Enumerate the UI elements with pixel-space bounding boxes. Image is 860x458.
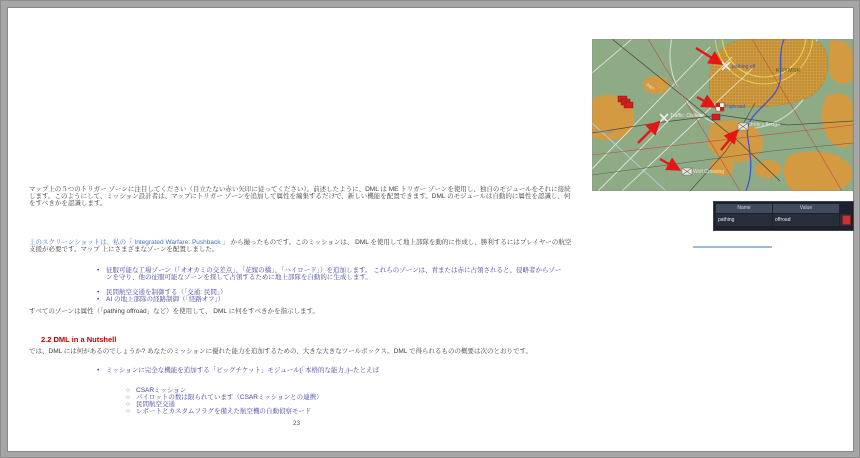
subbullet-csar: ○ CSARミッション <box>126 387 187 394</box>
column-header-name: Name <box>716 204 772 213</box>
mission-map-image <box>592 39 853 191</box>
page-number: 23 <box>292 420 301 427</box>
document-page <box>7 7 854 452</box>
column-header-actions <box>840 204 851 213</box>
paragraph-screenshot-rest: から撮ったものです。このミッションは、 DML を使用して地上部隊を動的に作成し、勝利するにはプレイヤーの航空支援が必要です。マップ 上にさまざまなゾーンを配置しました。 <box>29 239 572 254</box>
zone-properties-table <box>713 201 854 231</box>
map-label-traffic-civilian: Traffic: Civilian <box>670 113 703 119</box>
mission-link[interactable]: 上のスクリーンショットは、私の「 Integrated Warfare: Pushback 」 <box>29 239 229 246</box>
bullet-item-civil-traffic: • 民間航空交通を制御する（「交通: 民間」） <box>97 289 227 296</box>
subbullet-pilots: ○ パイロットの数は限られています（CSARミッションとの連携） <box>126 394 323 401</box>
checkered-zone-icon <box>716 103 724 111</box>
map-label-krymsk: KRYMSK <box>776 68 801 74</box>
section-heading: 2.2 DML in a Nutshell <box>41 335 117 344</box>
bullet-icon: • <box>97 267 100 274</box>
circle-bullet-icon: ○ <box>126 394 130 401</box>
remove-attribute-button[interactable] <box>842 215 851 225</box>
bullet-icon: • <box>97 367 100 374</box>
map-label-elevation: 2427 <box>645 81 656 92</box>
map-label-pathing-off: pathing off <box>732 64 756 70</box>
zone-box-marker-brides-bridge <box>738 123 748 130</box>
paragraph-nutshell: では、DML には何があるのでしょうか? あなたのミッションに優れた能力を追加するための、大きな大きなツールボックス。DML で得られるものの概要は次のとおりです。 <box>29 348 532 355</box>
map-label-brides-bridge: Bride's Bridge <box>749 122 780 128</box>
table-row <box>716 214 851 226</box>
map-label-wolf-crossing: Wolf Crossing <box>693 169 725 175</box>
table-header-row <box>716 204 851 213</box>
bullet-icon: • <box>97 289 100 296</box>
attribute-value-cell[interactable]: offroad <box>773 214 839 226</box>
column-header-value: Value <box>773 204 839 213</box>
map-label-highroad: Highroad <box>725 104 746 110</box>
circle-bullet-icon: ○ <box>126 387 130 394</box>
divider-line <box>693 246 772 248</box>
bullet-item-conquerable-zones: • 征服可能な工場ゾーン（「オオカミの交差点」、「花嫁の橋」、「ハイロード」）を追加します。 これらのゾーンは、青または赤に占領されると、侵略者からゾーンを守り、他の征服可能なゾーンを探して占領するために地上部隊を自動的に生成します。 <box>97 267 562 282</box>
bullet-item-big-ticket: • ミッションに完全な機能を追加する「ビッグチケット」モジュール(「本格的な能力」)–たとえば <box>97 367 380 374</box>
subbullet-civil-air: ○ 民間航空交通 <box>126 401 175 408</box>
circle-bullet-icon: ○ <box>126 408 130 415</box>
subbullet-patrol: ○ レポートとカスタムフラグを備えた航空機の自動偵察モード <box>126 408 312 415</box>
paragraph-trigger-zones: マップ上の５つのトリガー ゾーンに注目してください（目立たない赤い矢印に従ってください）。前述したように、DML は ME トリガー ゾーンを使用し、独自のモジュールをそれに接続します。このようにして、ミッション設計者は、マップにトリガー ゾーンを追加して属性を編集するだけで、新しい機能を配置できます。DML のモジュールは自動的に属性を認識し、何をすべきかを認識します。 <box>29 186 571 208</box>
map-label-saukdere: Saukdere <box>595 129 615 134</box>
attribute-actions-cell <box>840 214 851 226</box>
paragraph-attributes: すべてのゾーンは属性（「pathing offroad」など）を使用して、 DML に何をすべきかを指示します。 <box>29 308 319 315</box>
bullet-icon: • <box>97 296 100 303</box>
paragraph-screenshot <box>29 239 576 253</box>
zone-box-marker-wolf-crossing <box>682 168 692 175</box>
attribute-name-cell[interactable]: pathing <box>716 214 772 226</box>
bullet-item-ai-pathing: • AI の地上部隊の経路制御（「経路オフ」） <box>97 296 225 303</box>
circle-bullet-icon: ○ <box>126 401 130 408</box>
